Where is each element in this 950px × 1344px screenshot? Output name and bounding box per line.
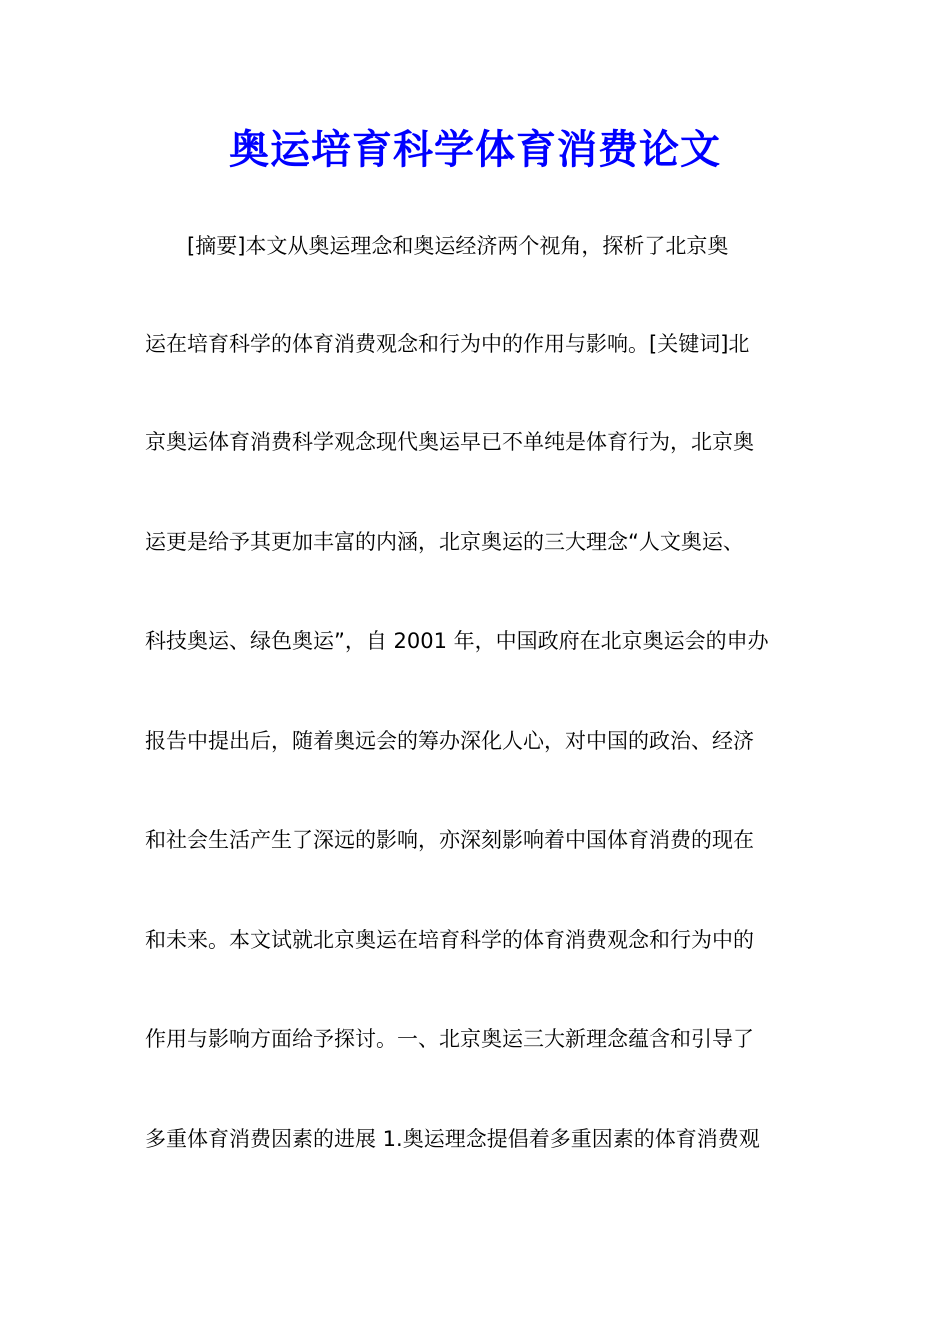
- body-line: 运在培育科学的体育消费观念和行为中的作用与影响。[关键词]北: [145, 332, 750, 356]
- document-title: 奥运培育科学体育消费论文: [229, 126, 721, 173]
- body-line: 运更是给予其更加丰富的内涵，北京奥运的三大理念“人文奥运、: [145, 530, 744, 554]
- body-line: 京奥运体育消费科学观念现代奥运早已不单纯是体育行为，北京奥: [145, 430, 754, 454]
- body-line: [摘要]本文从奥运理念和奥运经济两个视角，探析了北京奥: [145, 234, 729, 258]
- body-line: 多重体育消费因素的进展 1.奥运理念提倡着多重因素的体育消费观: [145, 1127, 760, 1151]
- body-line: 作用与影响方面给予探讨。一、北京奥运三大新理念蕴含和引导了: [145, 1027, 754, 1051]
- body-line: 和社会生活产生了深远的影响，亦深刻影响着中国体育消费的现在: [145, 828, 754, 852]
- body-line: 报告中提出后，随着奥远会的筹办深化人心，对中国的政治、经济: [145, 729, 754, 753]
- body-line: 科技奥运、绿色奥运”，自 2001 年，中国政府在北京奥运会的申办: [145, 629, 769, 653]
- body-line: 和未来。本文试就北京奥运在培育科学的体育消费观念和行为中的: [145, 928, 754, 952]
